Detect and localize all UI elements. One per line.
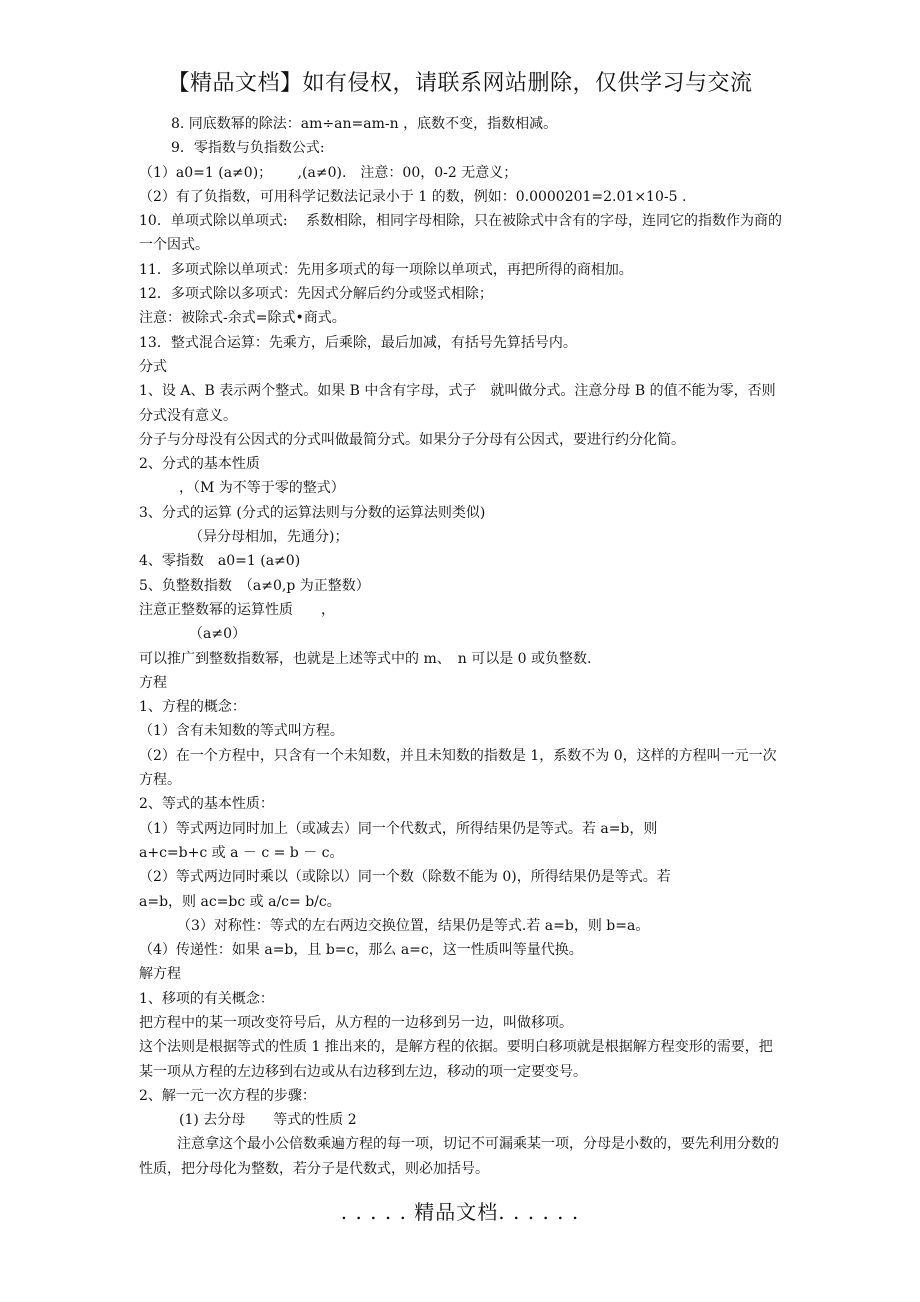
section-heading: 方程: [139, 674, 167, 691]
text-line: 把方程中的某一项改变符号后，从方程的一边移到另一边，叫做移项。: [139, 1014, 573, 1031]
text-line: (1) 去分母 等式的性质 2: [179, 1112, 357, 1129]
text-line: 9．零指数与负指数公式:: [171, 140, 325, 157]
text-line: （异分母相加，先通分)；: [189, 529, 349, 546]
text-line: a=b，则 ac=bc 或 a/c= b/c。: [139, 893, 341, 910]
text-line: 2、等式的基本性质：: [139, 796, 274, 813]
text-line: （2）等式两边同时乘以（或除以）同一个数（除数不能为 0)，所得结果仍是等式。若: [139, 869, 671, 886]
text-line: 注意：被除式-余式=除式•商式。: [139, 310, 346, 327]
text-line: 1、方程的概念：: [139, 699, 246, 716]
document-body: [139, 112, 784, 1181]
text-line: （a≠0）: [189, 626, 246, 643]
text-line: （2）在一个方程中，只含有一个未知数，并且未知数的指数是 1，系数不为 0，这样的方程叫一元一次方程。: [139, 747, 777, 789]
text-line: 1、移项的有关概念：: [139, 990, 274, 1007]
text-line: 这个法则是根据等式的性质 1 推出来的，是解方程的依据。要明白移项就是根据解方程变形的需要，把某一项从方程的左边移到右边或从右边移到左边，移动的项一定要变号。: [139, 1039, 773, 1080]
text-line: 5、负整数指数 （a≠0,p 为正整数）: [139, 577, 370, 594]
section-heading: 解方程: [139, 966, 181, 983]
section-heading: 分式: [139, 358, 167, 375]
text-line: （1）等式两边同时加上（或减去）同一个代数式，所得结果仍是等式。若 a=b，则: [139, 820, 658, 837]
watermark-footer: . . . . . 精品文档. . . . . .: [340, 1200, 580, 1224]
text-line: 3、分式的运算 (分式的运算法则与分数的运算法则类似): [139, 504, 486, 521]
text-line: 2、解一元一次方程的步骤：: [139, 1087, 316, 1104]
text-line: （2）有了负指数，可用科学记数法记录小于 1 的数，例如：0.0000201=2.01×10-5 .: [139, 188, 687, 205]
text-line: a+c=b+c 或 a － c = b － c。: [139, 844, 344, 861]
watermark-header: 【精品文档】如有侵权，请联系网站删除，仅供学习与交流: [167, 71, 753, 96]
text-line: 分子与分母没有公因式的分式叫做最简分式。如果分子分母有公因式，要进行约分化简。: [139, 431, 685, 448]
text-line: 8. 同底数幂的除法：am÷an=am-n ，底数不变，指数相减。: [171, 116, 558, 132]
text-line: （4）传递性：如果 a=b，且 b=c，那么 a=c，这一性质叫等量代换。: [139, 942, 583, 959]
text-line: 13．整式混合运算：先乘方，后乘除，最后加减，有括号先算括号内。: [139, 334, 577, 351]
text-line: 4、零指数 a0=1 (a≠0): [139, 553, 301, 570]
text-line: （1）a0=1 (a≠0)； ,(a≠0). 注意：00，0-2 无意义；: [139, 164, 518, 181]
text-line: ，（M 为不等于零的整式）: [179, 480, 345, 497]
text-line: 12．多项式除以多项式：先因式分解后约分或竖式相除；: [139, 286, 493, 303]
text-line: 10．单项式除以单项式: 系数相除，相同字母相除，只在被除式中含有的字母，连同它的指数作为商的一个因式。: [139, 213, 782, 254]
text-line: 注意拿这个最小公倍数乘遍方程的每一项，切记不可漏乘某一项，分母是小数的，要先利用分数的性质，把分母化为整数，若分子是代数式，则必加括号。: [139, 1136, 779, 1177]
text-line: （1）含有未知数的等式叫方程。: [139, 723, 344, 740]
text-line: （3）对称性：等式的左右两边交换位置，结果仍是等式.若 a=b，则 b=a。: [177, 917, 650, 934]
text-line: 2、分式的基本性质: [139, 456, 260, 473]
text-line: 1、设 A、B 表示两个整式。如果 B 中含有字母，式子 就叫做分式。注意分母 B 的值不能为零，否则分式没有意义。: [139, 383, 776, 424]
text-line: 11．多项式除以单项式：先用多项式的每一项除以单项式，再把所得的商相加。: [139, 261, 633, 278]
text-line: 注意正整数幂的运算性质 ，: [139, 601, 335, 618]
text-line: 可以推广到整数指数幂，也就是上述等式中的 m、 n 可以是 0 或负整数.: [139, 650, 592, 667]
